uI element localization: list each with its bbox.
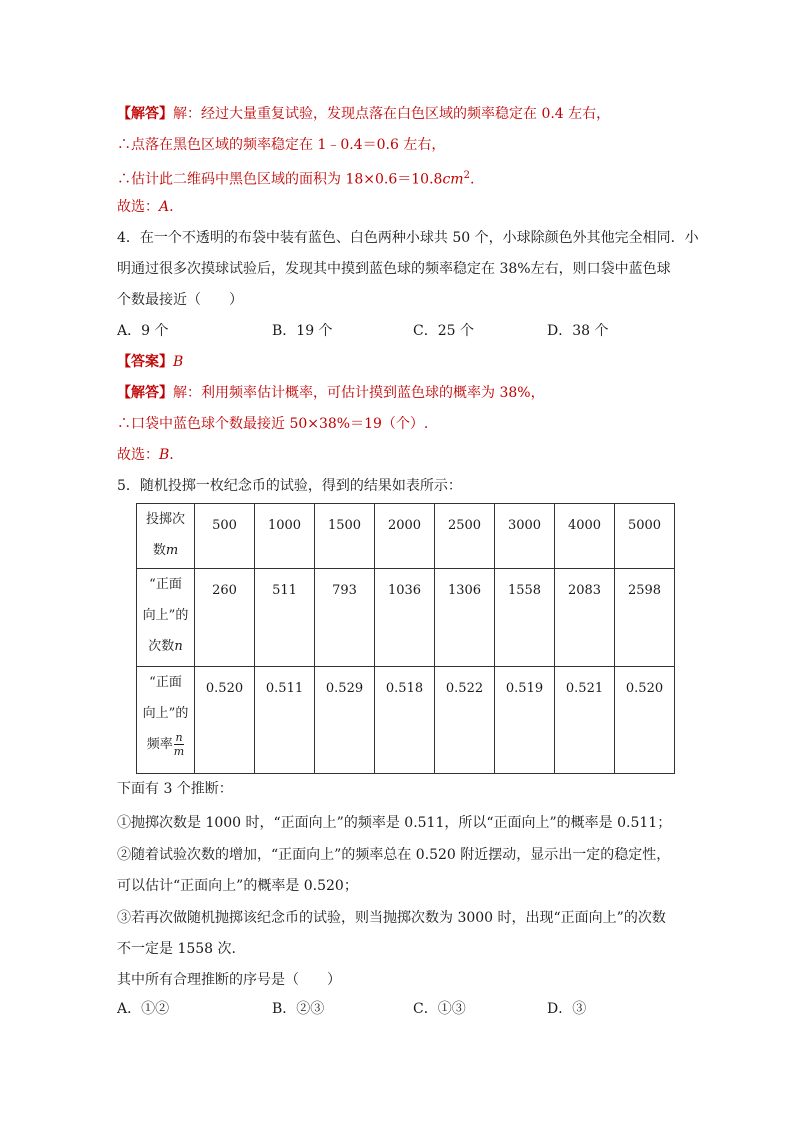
table-cell: 2500 — [435, 504, 495, 569]
choose-end: . — [169, 447, 174, 463]
inference-2-cont: 可以估计“正面向上”的概率是 0.520； — [117, 878, 358, 894]
table-cell: 0.520 — [615, 667, 675, 774]
header-text: “正面 — [149, 675, 182, 690]
option-c: C．①③ — [413, 1001, 466, 1017]
header-text: 向上”的 — [142, 608, 189, 623]
option-d: D．38 个 — [547, 323, 609, 339]
inference-3-cont: 不一定是 1558 次. — [117, 941, 236, 957]
inference-intro: 下面有 3 个推断： — [117, 781, 233, 797]
trials-table — [136, 503, 675, 774]
row-header — [137, 504, 195, 569]
inference-2: ②随着试验次数的增加，“正面向上”的频率总在 0.520 附近摆动，显示出一定的稳定性， — [117, 847, 671, 863]
step-text: ∴估计此二维码中黑色区域的面积为 18×0.6＝10.8 — [117, 171, 443, 188]
analysis-tag: 【解答】 — [117, 106, 173, 122]
answer-letter: B — [173, 354, 184, 370]
table-cell: 3000 — [495, 504, 555, 569]
exponent: 2 — [463, 170, 470, 181]
analysis-tag: 【解答】 — [117, 385, 173, 401]
table-cell: 0.521 — [555, 667, 615, 774]
row-header — [137, 667, 195, 774]
option-d: D．③ — [547, 1001, 587, 1017]
fraction-n-over-m — [174, 732, 184, 757]
answer-tag: 【答案】 — [117, 354, 173, 370]
option-a: A．①② — [117, 1001, 170, 1017]
question-4-line: 个数最接近（ ） — [117, 292, 243, 308]
table-cell: 1306 — [435, 569, 495, 667]
choose-line — [117, 197, 174, 217]
table-cell: 500 — [195, 504, 255, 569]
table-cell: 1036 — [375, 569, 435, 667]
table-cell: 0.511 — [255, 667, 315, 774]
header-text: 数 — [152, 543, 166, 558]
header-text: “正面 — [149, 577, 182, 592]
option-b: B．②③ — [272, 1001, 325, 1017]
row-header — [137, 569, 195, 667]
analysis-text: 解：利用频率估计概率，可估计摸到蓝色球的概率为 38%， — [173, 385, 545, 401]
question-5-stem: 5．随机投掷一枚纪念币的试验，得到的结果如表所示： — [117, 478, 462, 494]
choose-letter: B — [159, 447, 170, 463]
table-cell: 4000 — [555, 504, 615, 569]
table-cell: 793 — [315, 569, 375, 667]
header-text: 次数 — [148, 639, 175, 654]
table-row-frequency — [137, 667, 675, 774]
analysis-step: ∴点落在黑色区域的频率稳定在 1﹣0.4＝0.6 左右， — [117, 137, 446, 153]
analysis-step — [117, 166, 474, 190]
table-cell: 0.529 — [315, 667, 375, 774]
step-end: . — [469, 171, 475, 188]
question-4-line: 明通过很多次摸球试验后，发现其中摸到蓝色球的频率稳定在 38%左右，则口袋中蓝色球 — [117, 261, 671, 277]
option-b: B．19 个 — [272, 323, 333, 339]
table-cell: 5000 — [615, 504, 675, 569]
choose-line — [117, 445, 174, 465]
inference-3: ③若再次做随机抛掷该纪念币的试验，则当抛掷次数为 3000 时，出现“正面向上”的次数 — [117, 910, 666, 926]
inference-1: ①抛掷次数是 1000 时，“正面向上”的频率是 0.511，所以“正面向上”的概率是 0.511； — [117, 815, 672, 831]
question-5-prompt: 其中所有合理推断的序号是（ ） — [117, 972, 341, 988]
table-cell: 2000 — [375, 504, 435, 569]
table-cell: 0.519 — [495, 667, 555, 774]
option-a: A．9 个 — [117, 323, 169, 339]
answer-line — [117, 352, 183, 372]
choose-label: 故选： — [117, 199, 159, 215]
table-cell: 511 — [255, 569, 315, 667]
table-cell: 1000 — [255, 504, 315, 569]
choose-end: . — [169, 199, 174, 215]
choose-label: 故选： — [117, 447, 159, 463]
table-cell: 1500 — [315, 504, 375, 569]
variable-m: m — [165, 543, 179, 558]
table-cell: 0.518 — [375, 667, 435, 774]
table-cell: 2598 — [615, 569, 675, 667]
analysis-step: ∴口袋中蓝色球个数最接近 50×38%＝19（个）. — [117, 416, 429, 432]
header-text: 投掷次 — [145, 512, 185, 527]
table-cell: 2083 — [555, 569, 615, 667]
variable-n: n — [174, 639, 183, 654]
header-text: 向上”的 — [142, 706, 189, 721]
analysis-line — [117, 104, 610, 124]
unit: cm — [442, 171, 464, 188]
analysis-line — [117, 383, 545, 403]
choose-letter: A — [159, 199, 170, 215]
table-row-m — [137, 504, 675, 569]
table-cell: 0.520 — [195, 667, 255, 774]
table-cell: 1558 — [495, 569, 555, 667]
table-cell: 0.522 — [435, 667, 495, 774]
option-c: C．25 个 — [413, 323, 474, 339]
table-cell: 260 — [195, 569, 255, 667]
fraction-denominator: m — [173, 745, 185, 758]
table-row-n — [137, 569, 675, 667]
analysis-text: 解：经过大量重复试验，发现点落在白色区域的频率稳定在 0.4 左右， — [173, 106, 611, 122]
fraction-numerator: n — [175, 731, 183, 744]
header-text: 频率 — [146, 737, 173, 752]
question-4-line: 4．在一个不透明的布袋中装有蓝色、白色两种小球共 50 个，小球除颜色外其他完全相同．小 — [117, 230, 699, 246]
